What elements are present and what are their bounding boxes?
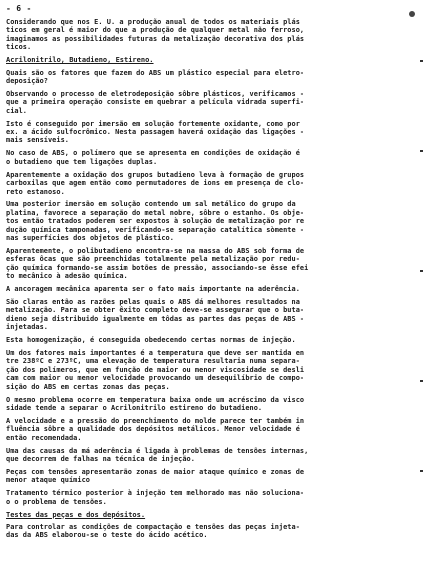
section-heading: Testes das peças e dos depósitos. [6, 510, 146, 519]
paragraph: Aparentemente a oxidação dos grupos butadieno leva à formação de grupos carboxilas que agem então como permutadores de ions em presença de clo- reto estanoso. [6, 170, 305, 196]
paragraph: Esta homogenização, é conseguida obedecendo certas normas de injeção. [6, 336, 296, 345]
paragraph: Aparentemente, o polibutadieno encontra-se na massa do ABS sob forma de esferas ôcas que são preenchidas totalmente pela metalização por redu- ção química formando-se assim botões de pressão, associando-se êsse efei to mecânico à adesão química. [6, 246, 309, 281]
paragraph: Uma das causas da má aderência é ligada à problemas de tensões internas, que decorrem de falhas na técnica de injeção. [6, 446, 309, 463]
paragraph: Um dos fatores mais importantes é a temperatura que deve ser mantida en tre 238ºC e 273ºC, uma elevação de temperatura resultaria numa separa- ção dos polímeros, que em função de maior ou menor viscosidade se desli cam com maior ou menor velocidade provocando um desequilíbrio de compo- sição do ABS em certas zonas das peças. [6, 349, 305, 391]
document-body [6, 18, 420, 544]
paragraph: A velocidade e a pressão do preenchimento do molde parece ter também in fluência sôbre a qualidade dos depósitos metálicos. Menor velocidade é então recomendada. [6, 416, 305, 442]
paragraph: Uma posterior imersão em solução contendo um sal metálico do grupo da platina, favorece a separação do metal nobre, sôbre o estanho. Os obje- tos então tratados poderem ser expostos à solução de metalização por re dução química tamponadas, verificando-se separação catalítica sòmente - nas superfícies dos objetos de plástico. [6, 200, 305, 243]
paragraph: A ancoragem mecânica aparenta ser o fato mais importante na aderência. [6, 285, 300, 294]
section-heading: Acrilonitrilo, Butadieno, Estireno. [6, 56, 154, 65]
paragraph: Tratamento térmico posterior à injeção tem melhorado mas não soluciona- o o problema de tensões. [6, 489, 305, 506]
paragraph: Quais são os fatores que fazem do ABS um plástico especial para eletro- deposição? [6, 68, 305, 86]
paragraph: Observando o processo de eletrodeposição sôbre plásticos, verificamos - que a primeira operação consiste em quebrar a película vidrada superfi- cial. [6, 89, 305, 115]
paragraph: Para controlar as condições de compactação e tensões das peças injeta- das da ABS elaborou-se o teste do ácido acético. [6, 523, 300, 540]
paragraph: O mesmo problema ocorre em temperatura baixa onde um acréscimo da visco sidade tende a separar o Acrilonitrilo estireno do butadieno. [6, 395, 305, 412]
paragraph: Isto é conseguido por imersão em solução fortemente oxidante, como por ex. a ácido sulfocrômico. Nesta passagem haverá oxidação das ligações - mais sensíveis. [6, 119, 305, 145]
paragraph: Considerando que nos E. U. a produção anual de todos os materiais plás ticos em geral é maior do que a produção de qualquer metal não ferroso, imaginamos as possibilidades futuras da metalização decorativa dos plás ticos. [6, 18, 305, 52]
paragraph: No caso de ABS, o polímero que se apresenta em condições de oxidação é o butadieno que tem ligações duplas. [6, 149, 300, 166]
page-number: - 6 - [6, 4, 32, 13]
paragraph: São claras então as razões pelas quais o ABS dá melhores resultados na metalização. Para se obter êxito completo deve-se assegurar que o buta- dieno seja distribuido igualmente em tôdas as partes das peças de ABS - injetadas. [6, 297, 305, 332]
margin-marks [413, 0, 425, 570]
paragraph: Peças com tensões apresentarão zonas de maior ataque químico e zonas de menor ataque químico [6, 467, 305, 485]
